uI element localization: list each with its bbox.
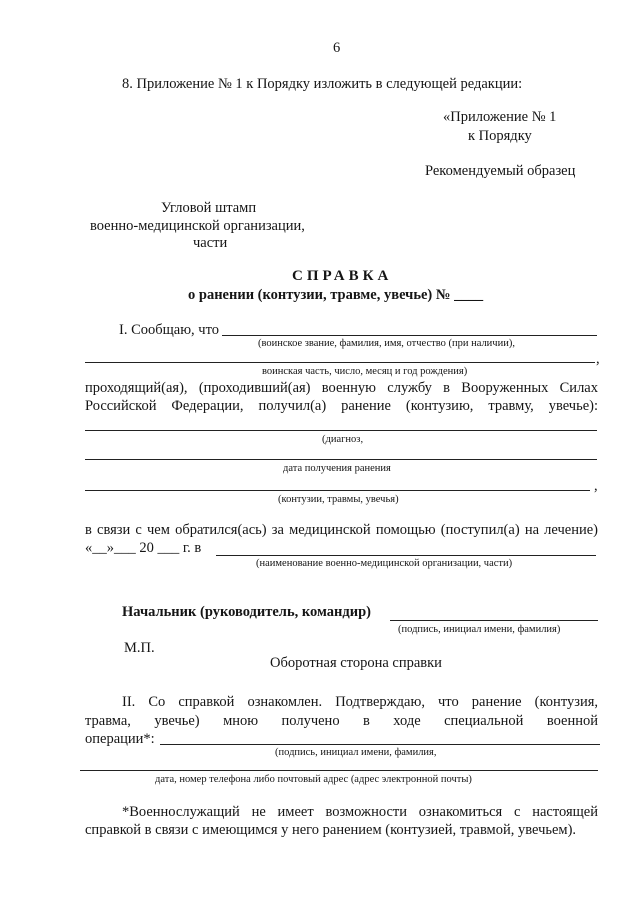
contact-field-hint: дата, номер телефона либо почтовый адрес (адрес электронной почты) [155,774,472,785]
name-field-line[interactable] [222,335,597,336]
appendix-line1: «Приложение № 1 [443,109,557,125]
medical-help-line: в связи с чем обратился(ась) за медицинской помощью (поступил(а) на лечение) [85,522,598,538]
injury-date-field-hint: дата получения ранения [283,463,391,474]
chief-signature-hint: (подпись, инициал имени, фамилия) [398,624,561,635]
injury-type-field-comma: , [594,478,598,494]
stamp-line2: военно-медицинской организации, [90,218,305,234]
stamp-place-mp: М.П. [124,640,155,656]
medical-org-field-hint: (наименование военно-медицинской организации, части) [256,558,513,569]
recommended-sample: Рекомендуемый образец [425,163,576,179]
injury-date-field-line[interactable] [85,459,597,460]
diagnosis-field-line[interactable] [85,430,597,431]
page-number: 6 [333,40,341,56]
section1-intro: I. Сообщаю, что [119,322,219,338]
footnote-line2: справкой в связи с имеющимся у него ранением (контузией, травмой, увечьем). [85,822,577,838]
admission-date: «__»___ 20 ___ г. в [85,540,202,556]
appendix-line2: к Порядку [468,128,532,144]
unit-field-line[interactable] [85,362,595,363]
unit-field-comma: , [596,351,600,367]
diagnosis-field-hint: (диагноз, [322,434,364,445]
section2-line1: II. Со справкой ознакомлен. Подтверждаю, что ранение (контузия, [122,694,598,710]
service-paragraph-line2: Российской Федерации, получил(а) ранение (контузию, травму, увечье): [85,398,598,414]
medical-org-field-line[interactable] [216,555,596,556]
stamp-line3: части [193,235,228,251]
chief-signature-line[interactable] [390,620,598,621]
document-subtitle: о ранении (контузии, травме, увечье) № ____ [188,287,484,303]
contact-field-line[interactable] [80,770,598,771]
section2-operation: операции*: [85,731,155,747]
item-8-heading: 8. Приложение № 1 к Порядку изложить в следующей редакции: [122,76,523,92]
unit-field-hint: воинская часть, число, месяц и год рождения) [262,366,468,377]
ack-signature-hint: (подпись, инициал имени, фамилия, [275,747,437,758]
injury-type-field-hint: (контузии, травмы, увечья) [278,494,399,505]
stamp-line1: Угловой штамп [161,200,257,216]
service-paragraph-line1: проходящий(ая), (проходивший(ая) военную службу в Вооруженных Силах [85,380,598,396]
reverse-side-title: Оборотная сторона справки [270,655,442,671]
section2-line2: травма, увечье) мною получено в ходе специальной военной [85,713,598,729]
injury-type-field-line[interactable] [85,490,590,491]
name-field-hint: (воинское звание, фамилия, имя, отчество (при наличии), [258,338,515,349]
ack-signature-line[interactable] [160,744,600,745]
document-title: СПРАВКА [292,268,393,284]
footnote-line1: *Военнослужащий не имеет возможности ознакомиться с настоящей [122,804,598,820]
chief-label: Начальник (руководитель, командир) [122,604,371,620]
